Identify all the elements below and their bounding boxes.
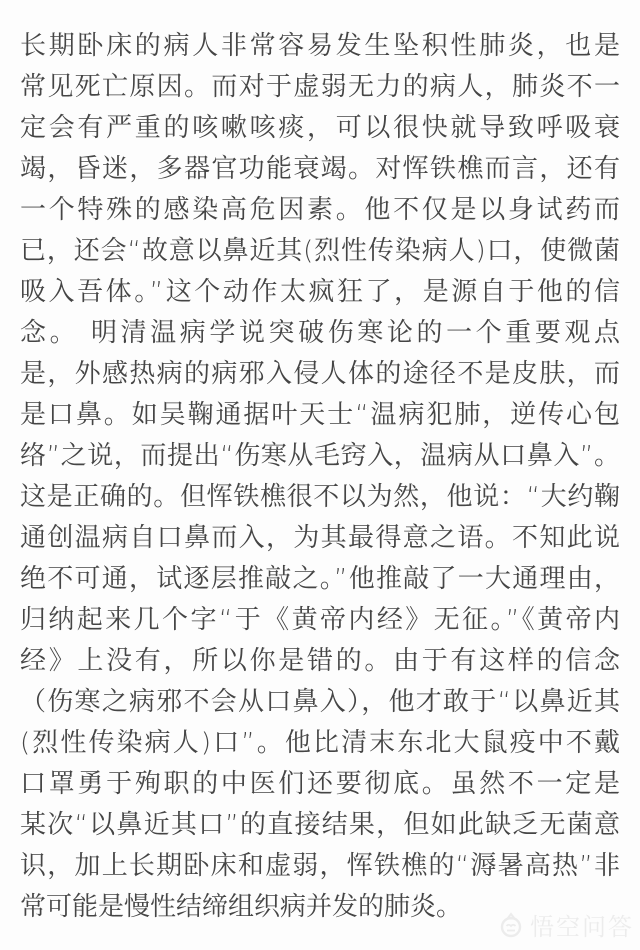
text-line: 吸入吾体。”这个动作太疯狂了，是源自于他的信: [20, 277, 620, 307]
text-line: 长期卧床的病人非常容易发生坠积性肺炎，也是: [20, 31, 620, 61]
article-text: [20, 26, 620, 928]
text-line: 归纳起来几个字“于《黄帝内经》无征。”《黄帝内: [20, 605, 620, 635]
text-line: 是，外感热病的病邪入侵人体的途径不是皮肤，而: [20, 359, 620, 389]
text-line: 定会有严重的咳嗽咳痰，可以很快就导致呼吸衰: [20, 113, 620, 143]
text-line: 某次“以鼻近其口”的直接结果，但如此缺乏无菌意: [20, 810, 620, 840]
text-line: 通创温病自口鼻而入，为其最得意之语。不知此说: [20, 523, 620, 553]
text-line: 绝不可通，试逐层推敲之。”他推敲了一大通理由，: [20, 564, 620, 594]
text-line: 是口鼻。如吴鞠通据叶天士“温病犯肺，逆传心包: [20, 400, 620, 430]
text-line: （伤寒之病邪不会从口鼻入），他才敢于“以鼻近其: [20, 687, 620, 717]
text-line: 念。 明清温病学说突破伤寒论的一个重要观点: [20, 318, 620, 348]
text-line: 这是正确的。但恽铁樵很不以为然，他说：“大约鞠: [20, 482, 620, 512]
watermark: [497, 907, 634, 942]
text-line: 识，加上长期卧床和虚弱，恽铁樵的“溽暑高热”非: [20, 851, 620, 881]
text-line: 已，还会“故意以鼻近其(烈性传染病人)口，使微菌: [20, 236, 620, 266]
text-line: 常可能是慢性结缔组织病并发的肺炎。: [20, 892, 463, 922]
watermark-label: 悟空问答: [530, 913, 634, 941]
text-line: 竭，昏迷，多器官功能衰竭。对恽铁樵而言，还有: [20, 154, 620, 184]
text-line: 经》上没有，所以你是错的。由于有这样的信念: [20, 646, 620, 676]
text-line: 络”之说，而提出“伤寒从毛窍入，温病从口鼻入”。: [20, 441, 620, 471]
text-line: 一个特殊的感染高危因素。他不仅是以身试药而: [20, 195, 620, 225]
wukong-monkey-logo-icon: [497, 911, 525, 939]
text-line: (烈性传染病人)口”。他比清末东北大鼠疫中不戴: [20, 728, 620, 758]
text-line: 口罩勇于殉职的中医们还要彻底。虽然不一定是: [20, 769, 620, 799]
text-line: 常见死亡原因。而对于虚弱无力的病人，肺炎不一: [20, 72, 620, 102]
